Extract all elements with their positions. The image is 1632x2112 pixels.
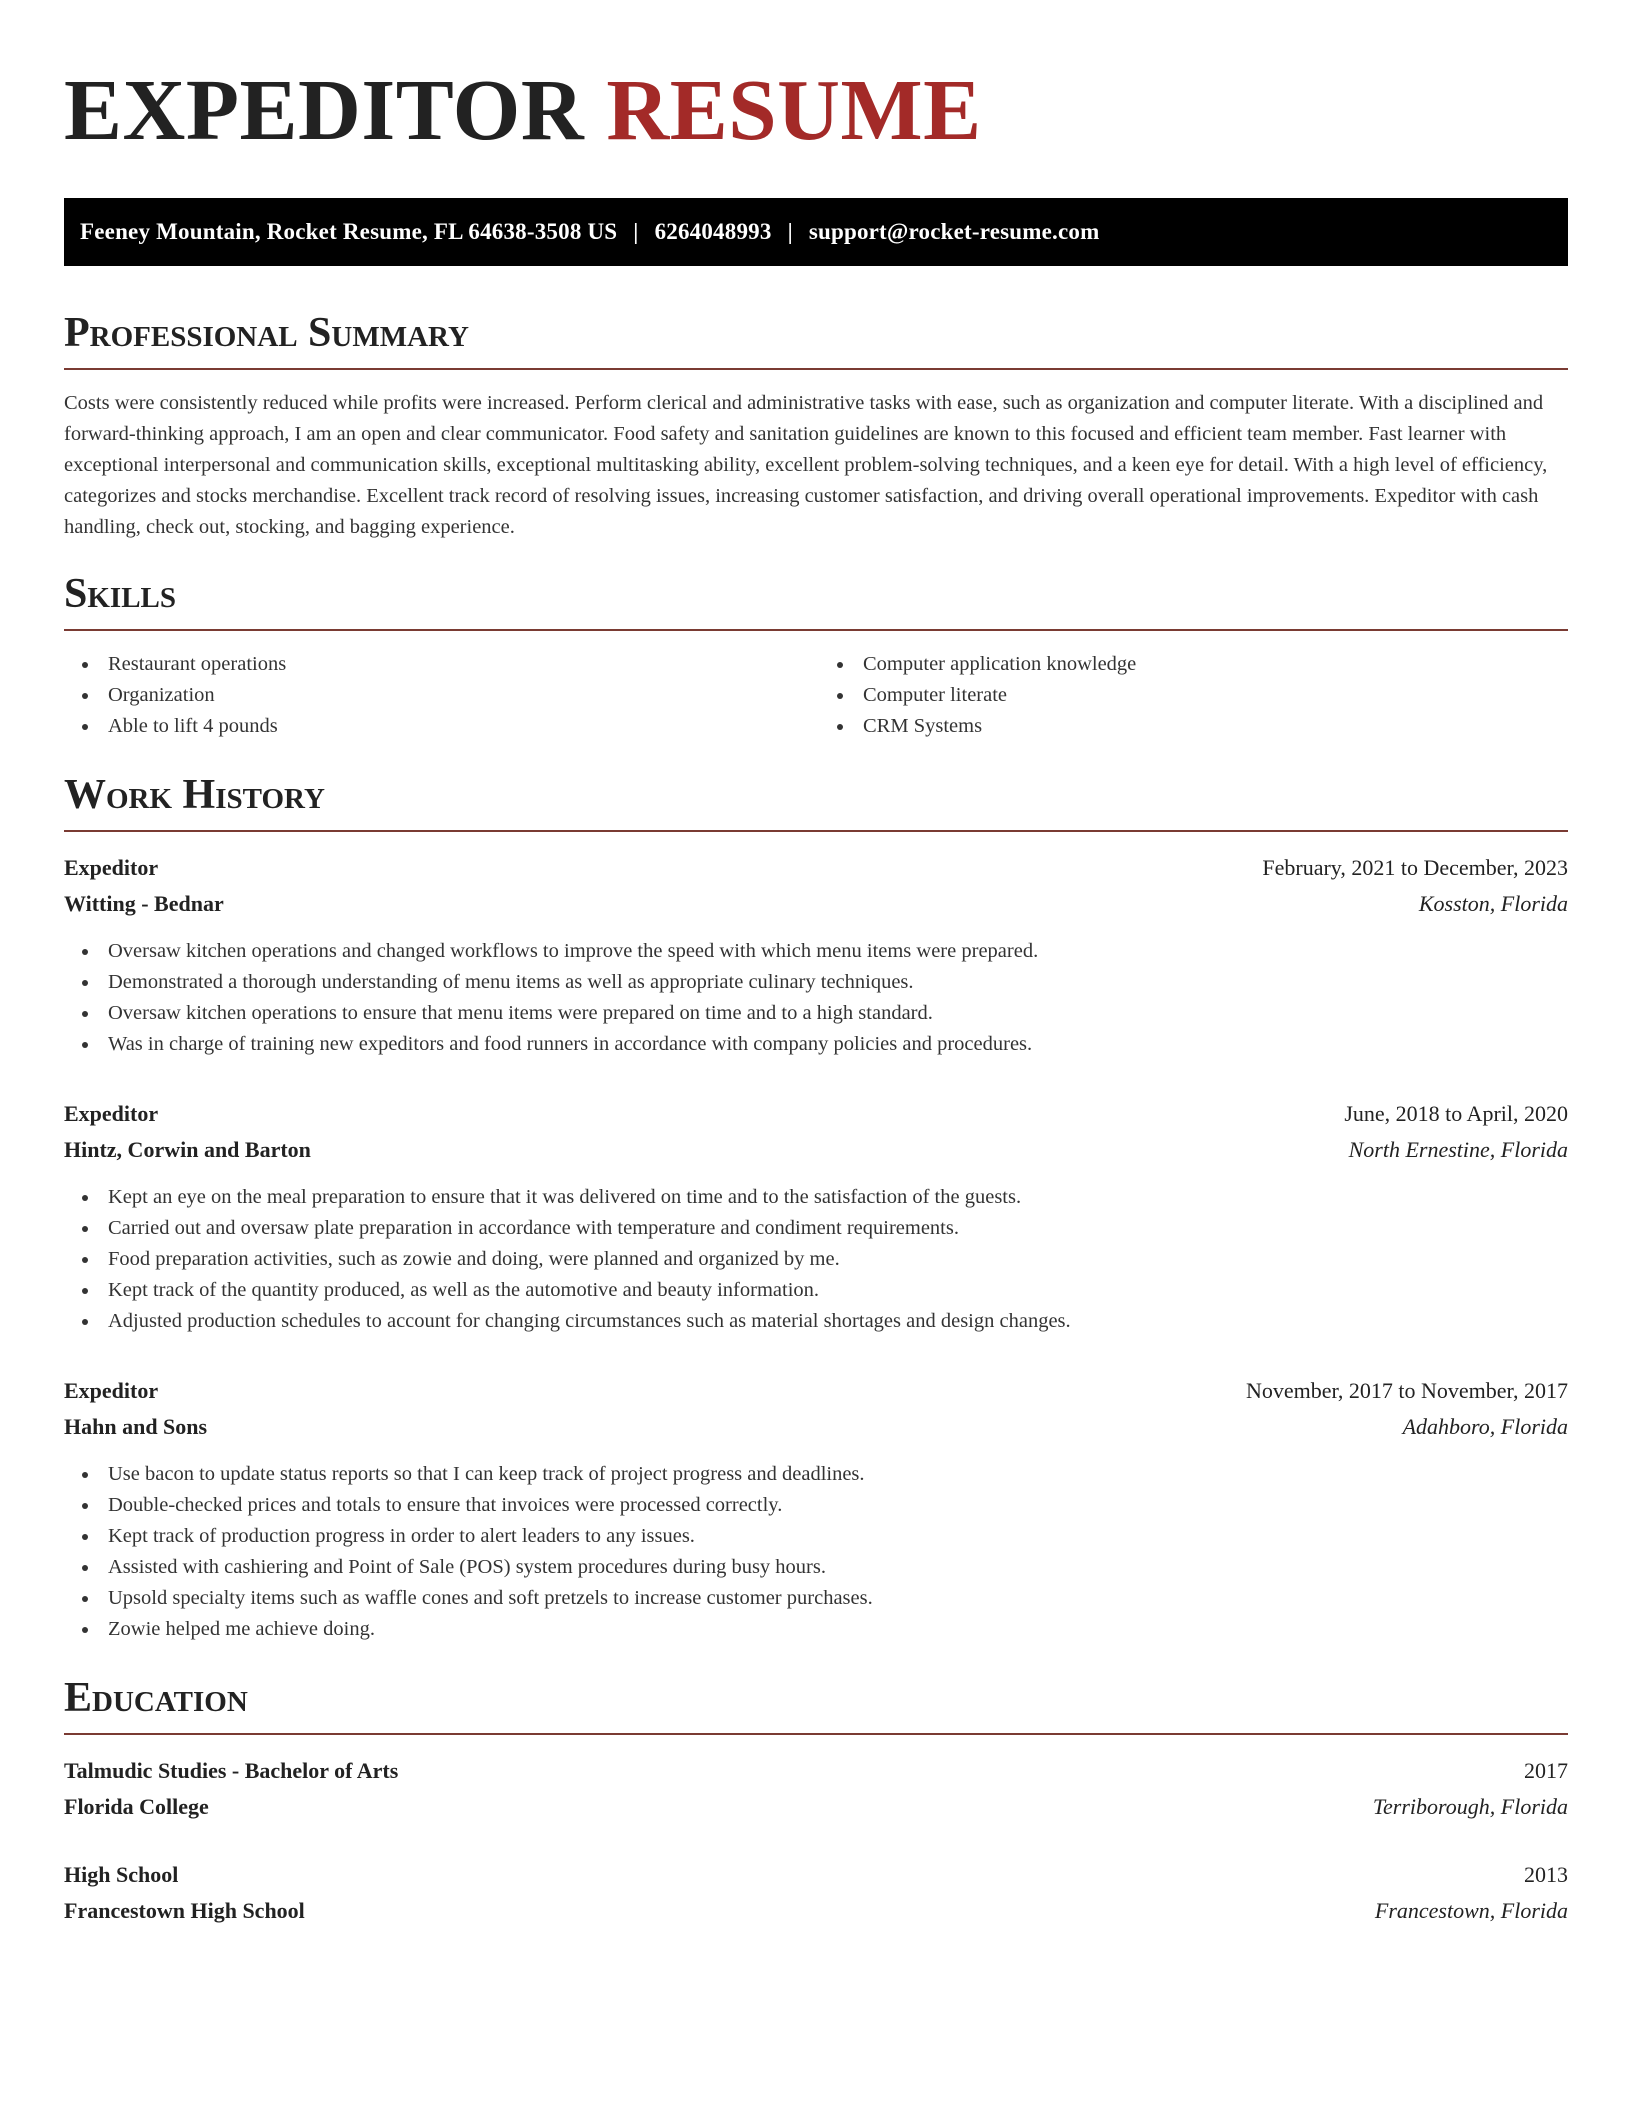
job-bullet: Adjusted production schedules to account for changing circumstances such as material shortages and design changes. (64, 1306, 1568, 1337)
job-bullet: Assisted with cashiering and Point of Sale (POS) system procedures during busy hours. (64, 1552, 1568, 1583)
education-school: Florida College (64, 1794, 209, 1819)
skills-column-1 (64, 649, 813, 742)
job-bullet: Double-checked prices and totals to ensure that invoices were processed correctly. (64, 1490, 1568, 1521)
job-bullet: Kept track of the quantity produced, as well as the automotive and beauty information. (64, 1275, 1568, 1306)
education-location: Francestown, Florida (1374, 1898, 1568, 1923)
job-bullets (64, 1459, 1568, 1645)
contact-email[interactable]: support@rocket-resume.com (808, 219, 1100, 244)
job-entry (64, 1373, 1568, 1645)
job-entry (64, 1096, 1568, 1337)
job-bullet: Zowie helped me achieve doing. (64, 1614, 1568, 1645)
job-bullet: Oversaw kitchen operations and changed workflows to improve the speed with which menu items were prepared. (64, 936, 1568, 967)
summary-text: Costs were consistently reduced while profits were increased. Perform clerical and administrative tasks with ease, such as organization and computer literate. With a disciplined and forward-thinking approach, I am an open and clear communicator. Food safety and sanitation guidelines are known to this focused and efficient team member. Fast learner with exceptional interpersonal and communication skills, exceptional multitasking ability, excellent problem-solving techniques, and a keen eye for detail. With a high level of efficiency, categorizes and stocks merchandise. Excellent track record of resolving issues, increasing customer satisfaction, and driving overall operational improvements. Expeditor with cash handling, check out, stocking, and bagging experience. (64, 392, 1548, 538)
job-bullet: Was in charge of training new expeditors and food runners in accordance with company policies and procedures. (64, 1029, 1568, 1060)
contact-separator: | (787, 219, 793, 244)
work-section (64, 774, 1568, 1645)
contact-phone[interactable]: 6264048993 (654, 219, 772, 244)
education-school: Francestown High School (64, 1898, 305, 1923)
section-title-skills: Skills (64, 573, 1568, 631)
skill-item: Computer application knowledge (819, 649, 1568, 680)
job-bullet: Kept an eye on the meal preparation to ensure that it was delivered on time and to the satisfaction of the guests. (64, 1182, 1568, 1213)
job-bullet: Use bacon to update status reports so that I can keep track of project progress and deadlines. (64, 1459, 1568, 1490)
job-company: Hahn and Sons (64, 1414, 208, 1439)
education-degree: High School (64, 1862, 179, 1887)
skill-item: Organization (64, 680, 813, 711)
job-role: Expeditor (64, 1378, 159, 1403)
section-title-work: Work History (64, 774, 1568, 832)
job-bullet: Food preparation activities, such as zowie and doing, were planned and organized by me. (64, 1244, 1568, 1275)
education-degree: Talmudic Studies - Bachelor of Arts (64, 1758, 399, 1783)
job-bullet: Demonstrated a thorough understanding of menu items as well as appropriate culinary techniques. (64, 967, 1568, 998)
job-dates: February, 2021 to December, 2023 (1262, 855, 1568, 880)
job-dates: November, 2017 to November, 2017 (1245, 1378, 1568, 1403)
job-company: Hintz, Corwin and Barton (64, 1137, 311, 1162)
contact-bar (64, 198, 1568, 266)
job-bullets (64, 1182, 1568, 1337)
job-entry (64, 850, 1568, 1060)
resume-title (64, 61, 1568, 162)
skills-section (64, 573, 1568, 742)
summary-section (64, 312, 1568, 543)
job-bullet: Upsold specialty items such as waffle cones and soft pretzels to increase customer purchases. (64, 1583, 1568, 1614)
education-section (64, 1677, 1568, 1929)
education-entry (64, 1753, 1568, 1825)
skill-item: Computer literate (819, 680, 1568, 711)
skills-column-2 (813, 649, 1568, 742)
job-bullets (64, 936, 1568, 1060)
job-company: Witting - Bednar (64, 891, 224, 916)
title-resume: RESUME (606, 61, 982, 158)
job-dates: June, 2018 to April, 2020 (1344, 1101, 1568, 1126)
section-title-summary: Professional Summary (64, 312, 1568, 370)
job-bullet: Oversaw kitchen operations to ensure that menu items were prepared on time and to a high standard. (64, 998, 1568, 1029)
skill-item: Able to lift 4 pounds (64, 711, 813, 742)
job-location: Adahboro, Florida (1402, 1414, 1568, 1439)
education-year: 2017 (1524, 1758, 1568, 1783)
title-job: EXPEDITOR (64, 61, 585, 158)
job-role: Expeditor (64, 855, 159, 880)
skill-item: CRM Systems (819, 711, 1568, 742)
job-bullet: Kept track of production progress in order to alert leaders to any issues. (64, 1521, 1568, 1552)
contact-address: Feeney Mountain, Rocket Resume, FL 64638-3508 US (80, 219, 618, 244)
job-location: North Ernestine, Florida (1348, 1137, 1568, 1162)
skills-list (64, 649, 1568, 742)
section-title-education: Education (64, 1677, 1568, 1735)
job-location: Kosston, Florida (1418, 891, 1568, 916)
skill-item: Restaurant operations (64, 649, 813, 680)
education-entry (64, 1857, 1568, 1929)
contact-separator: | (633, 219, 639, 244)
job-role: Expeditor (64, 1101, 159, 1126)
job-bullet: Carried out and oversaw plate preparation in accordance with temperature and condiment requirements. (64, 1213, 1568, 1244)
education-year: 2013 (1524, 1862, 1568, 1887)
education-location: Terriborough, Florida (1372, 1794, 1568, 1819)
